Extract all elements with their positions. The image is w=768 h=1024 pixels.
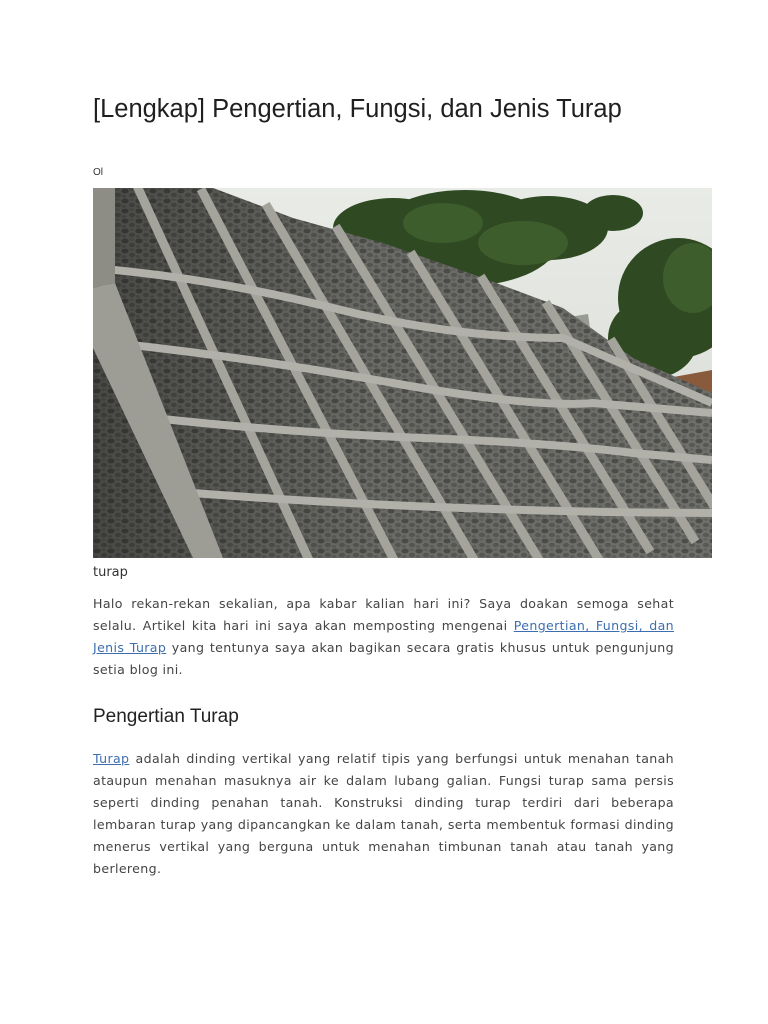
intro-text-start: Halo rekan-rekan sekalian, apa kabar kalian hari ini? Saya doakan semoga sehat selalu. Artikel kita hari ini saya akan memposting mengenai xyxy=(93,596,674,633)
turap-link[interactable]: Turap xyxy=(93,751,130,766)
article-link[interactable]: Pengertian, Fungsi, dan Jenis Turap xyxy=(93,618,674,655)
author-name: Ol xyxy=(93,167,103,178)
figure-caption: turap xyxy=(93,565,128,580)
section-heading: Pengertian Turap xyxy=(93,706,239,727)
turap-photo xyxy=(93,188,712,558)
intro-text-end: yang tentunya saya akan bagikan secara gratis khusus untuk pengunjung setia blog ini. xyxy=(93,640,674,677)
definition-paragraph xyxy=(93,748,674,880)
definition-text: adalah dinding vertikal yang relatif tipis yang berfungsi untuk menahan tanah ataupun menahan masuknya air ke dalam lubang galian. Fungsi turap sama persis seperti dinding penahan tanah. Konstruksi dinding turap terdiri dari beberapa lembaran turap yang dipancangkan ke dalam tanah, serta membentuk formasi dinding menerus vertikal yang berguna untuk menahan timbunan tanah atau tanah yang berlereng. xyxy=(93,751,674,876)
article-title: [Lengkap] Pengertian, Fungsi, dan Jenis Turap xyxy=(93,95,622,123)
intro-paragraph xyxy=(93,593,674,681)
